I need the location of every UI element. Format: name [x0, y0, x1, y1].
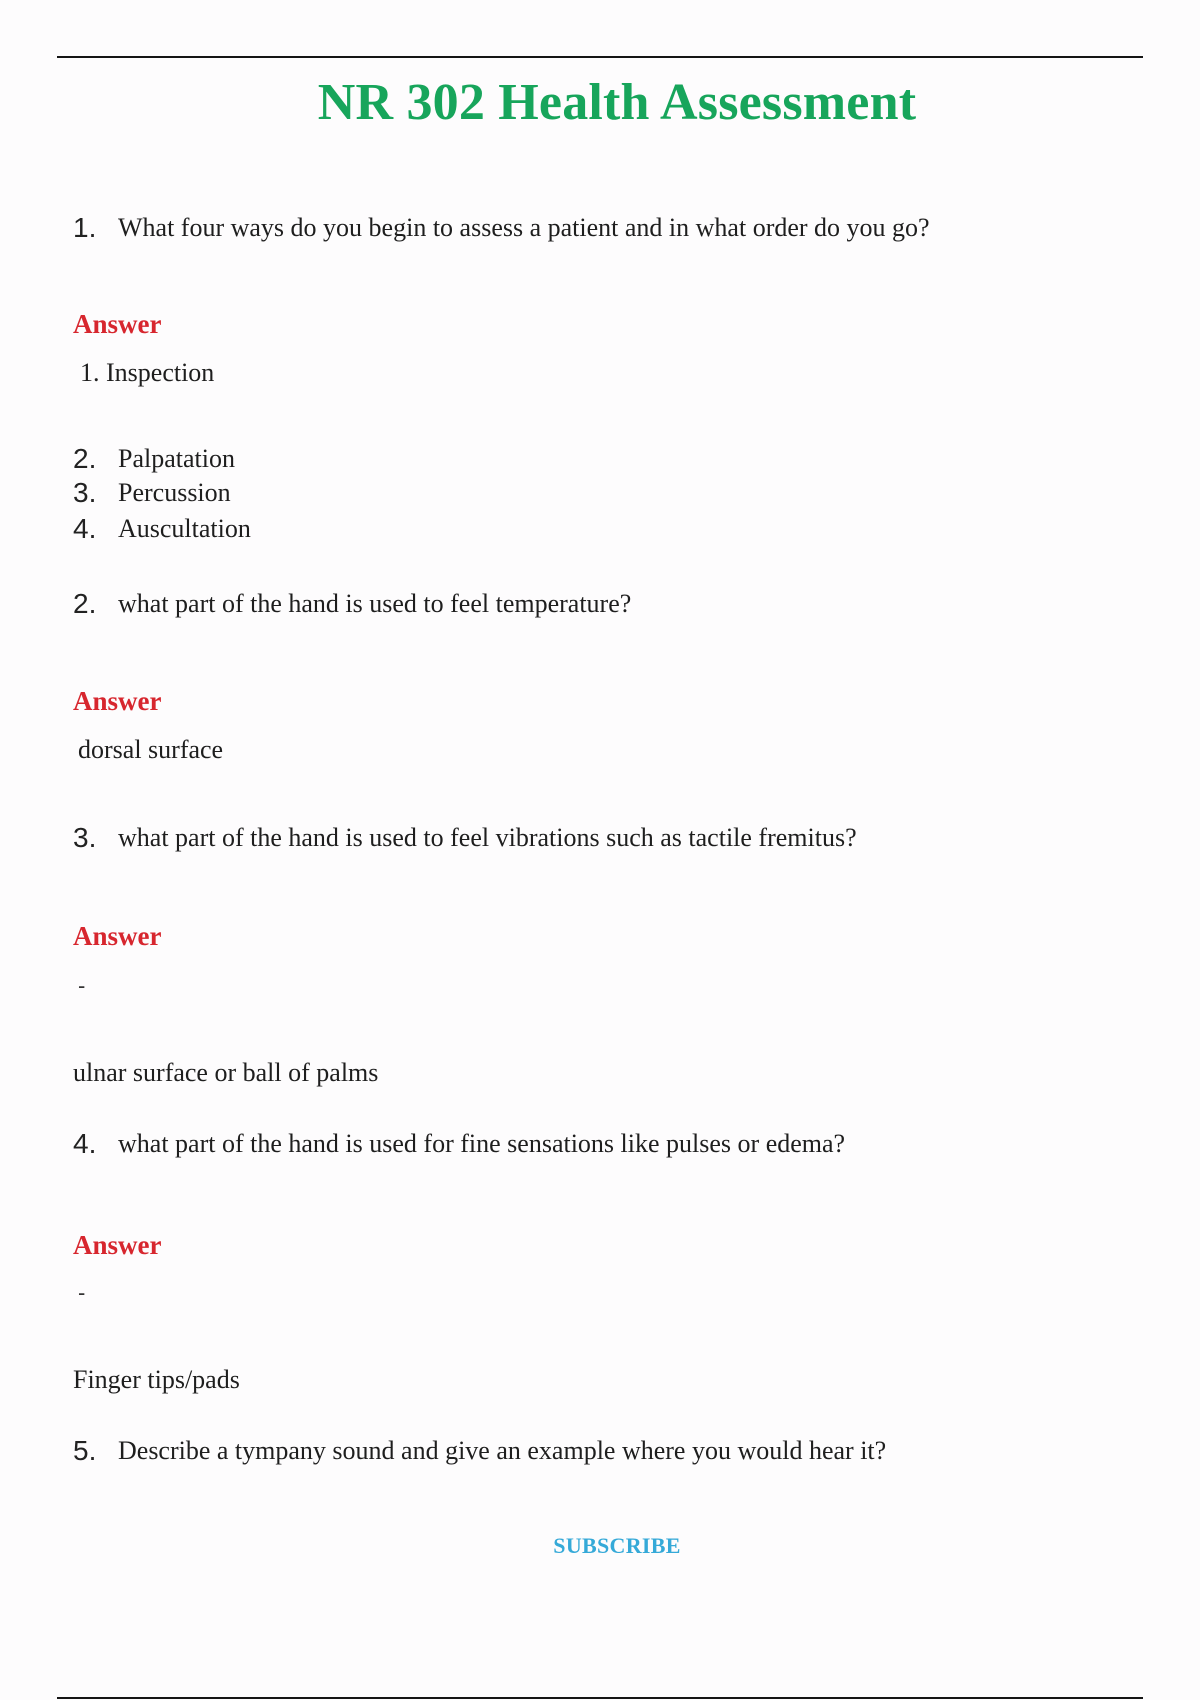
bottom-divider	[57, 1697, 1143, 1699]
question-2-number: 2.	[73, 588, 97, 619]
subscribe-link[interactable]: SUBSCRIBE	[553, 1533, 681, 1558]
answer-2-label: Answer	[73, 686, 162, 716]
answer-1-item-2-number: 2.	[73, 443, 97, 474]
answer-1-item-4-number: 4.	[73, 513, 97, 544]
answer-1-item-4-text: Auscultation	[118, 514, 251, 543]
question-3-text: what part of the hand is used to feel vibrations such as tactile fremitus?	[118, 823, 857, 852]
question-4-number: 4.	[73, 1128, 97, 1159]
question-4-text: what part of the hand is used for fine sensations like pulses or edema?	[118, 1129, 846, 1158]
question-3-number: 3.	[73, 822, 97, 853]
answer-1-label: Answer	[73, 309, 162, 339]
answer-4-dash: -	[78, 1280, 86, 1305]
top-divider	[57, 56, 1143, 58]
answer-4-label: Answer	[73, 1230, 162, 1260]
page-title: NR 302 Health Assessment	[317, 74, 917, 131]
question-1-text: What four ways do you begin to assess a patient and in what order do you go?	[118, 213, 930, 242]
answer-2-text: dorsal surface	[78, 735, 224, 764]
question-5-number: 5.	[73, 1435, 97, 1466]
answer-1-item-3-number: 3.	[73, 477, 97, 508]
answer-1-first-item: 1. Inspection	[80, 358, 215, 387]
question-5-text: Describe a tympany sound and give an example where you would hear it?	[118, 1436, 887, 1465]
answer-3-label: Answer	[73, 921, 162, 951]
answer-1-item-3-text: Percussion	[118, 478, 231, 507]
answer-4-text: Finger tips/pads	[73, 1365, 240, 1394]
question-1-number: 1.	[73, 212, 97, 243]
answer-3-text: ulnar surface or ball of palms	[73, 1058, 379, 1087]
answer-3-dash: -	[78, 973, 86, 998]
question-2-text: what part of the hand is used to feel temperature?	[118, 589, 632, 618]
answer-1-item-2-text: Palpatation	[118, 444, 235, 473]
